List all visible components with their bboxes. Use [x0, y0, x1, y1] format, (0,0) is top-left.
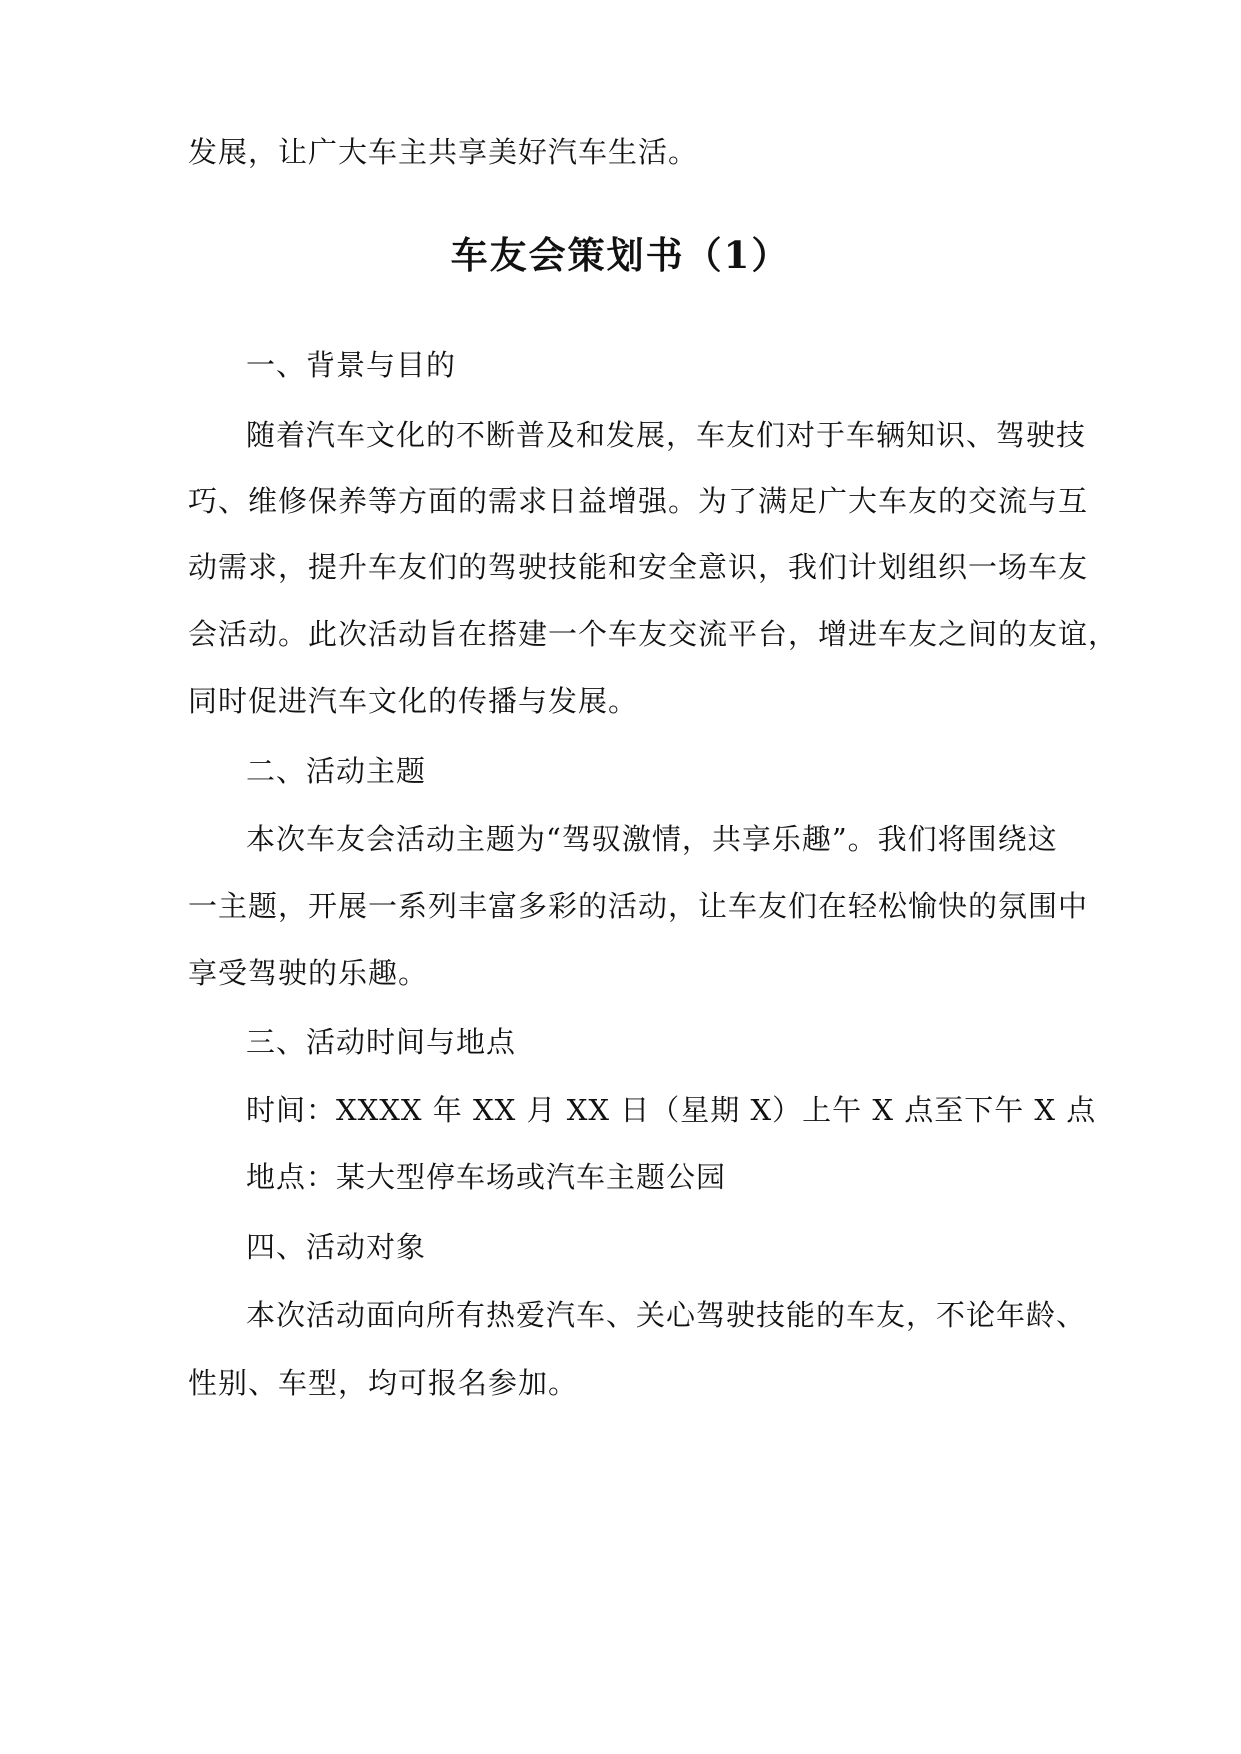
paragraph-line: 性别、车型，均可报名参加。 — [188, 1366, 579, 1400]
section-heading-audience: 四、活动对象 — [246, 1230, 427, 1264]
paragraph-line: 享受驾驶的乐趣。 — [188, 956, 429, 990]
paragraph-line: 同时促进汽车文化的传播与发展。 — [188, 684, 639, 718]
section-heading-time-place: 三、活动时间与地点 — [246, 1025, 517, 1059]
document-title: 车友会策划书（1） — [450, 233, 791, 277]
paragraph-line: 巧、维修保养等方面的需求日益增强。为了满足广大车友的交流与互 — [188, 484, 1089, 518]
section-heading-background: 一、背景与目的 — [246, 348, 457, 382]
paragraph-line: 会活动。此次活动旨在搭建一个车友交流平台，增进车友之间的友谊， — [188, 617, 1119, 651]
section-heading-theme: 二、活动主题 — [246, 754, 427, 788]
paragraph-line: 本次车友会活动主题为“驾驭激情，共享乐趣”。我们将围绕这 — [246, 822, 1058, 856]
paragraph-line: 本次活动面向所有热爱汽车、关心驾驶技能的车友，不论年龄、 — [246, 1298, 1087, 1332]
continuation-paragraph: 发展，让广大车主共享美好汽车生活。 — [188, 135, 699, 169]
paragraph-line: 随着汽车文化的不断普及和发展，车友们对于车辆知识、驾驶技 — [246, 418, 1087, 452]
event-place: 地点：某大型停车场或汽车主题公园 — [246, 1160, 727, 1194]
paragraph-line: 一主题，开展一系列丰富多彩的活动，让车友们在轻松愉快的氛围中 — [188, 889, 1089, 923]
event-time: 时间：XXXX 年 XX 月 XX 日（星期 X）上午 X 点至下午 X 点 — [246, 1093, 1097, 1127]
paragraph-line: 动需求，提升车友们的驾驶技能和安全意识，我们计划组织一场车友 — [188, 550, 1089, 584]
